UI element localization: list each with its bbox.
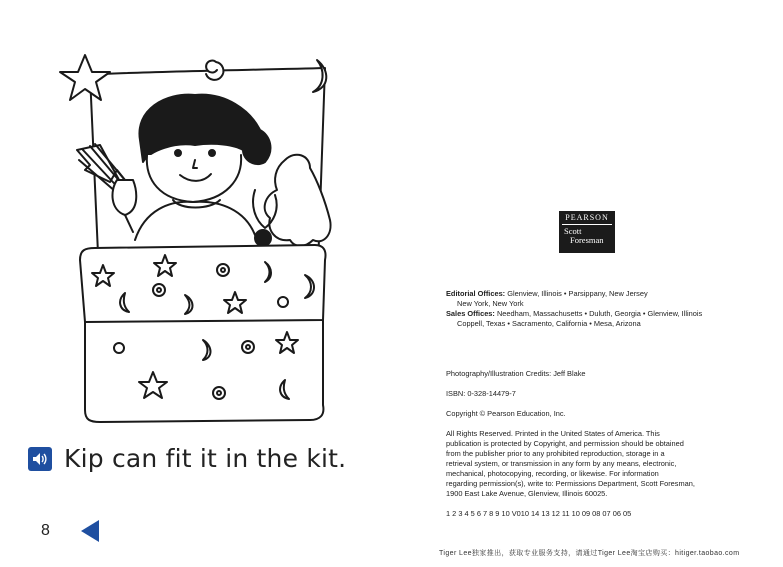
editorial-text: Glenview, Illinois • Parsippany, New Jersey (507, 289, 648, 298)
rights-3: from the publisher prior to any prohibited reproduction, storage in a (446, 449, 665, 458)
printing-line: 1 2 3 4 5 6 7 8 9 10 V010 14 13 12 11 10 09 08 07 06 05 (446, 509, 632, 518)
credits: Photography/Illustration Credits: Jeff Blake (446, 369, 586, 378)
rights-6: regarding permission(s), write to: Permissions Department, Scott Foresman, (446, 479, 695, 488)
story-caption: Kip can fit it in the kit. (64, 444, 347, 473)
logo-pearson: PEARSON (565, 213, 609, 222)
sales-label: Sales Offices: (446, 309, 495, 318)
sales-text-2: Coppell, Texas • Sacramento, California • Mesa, Arizona (457, 319, 641, 328)
pearson-scott-foresman-logo (559, 211, 615, 253)
illustration (55, 50, 345, 435)
editorial-text-2: New York, New York (457, 299, 524, 308)
rights-2: publication is protected by Copyright, and permission should be obtained (446, 439, 684, 448)
audio-button[interactable] (28, 447, 52, 471)
rights-4: retrieval system, or transmission in any form by any means, electronic, (446, 459, 677, 468)
editorial-offices (446, 289, 746, 299)
caption-row (28, 444, 346, 473)
blanket (80, 245, 326, 322)
copyright-line: Copyright © Pearson Education, Inc. (446, 409, 566, 418)
page-number: 8 (41, 522, 50, 539)
swirl-icon (206, 61, 223, 80)
rights-5: mechanical, photocopying, recording, or likewise. For information (446, 469, 659, 478)
logo-rule (562, 224, 612, 225)
editorial-label: Editorial Offices: (446, 289, 506, 298)
logo-foresman: Foresman (570, 235, 604, 245)
footer-note: Tiger Lee独家推出，获取专业服务支持，请通过Tiger Lee淘宝店购买：hitiger.taobao.com (439, 550, 740, 557)
sales-text: Needham, Massachusetts • Duluth, Georgia • Glenview, Illinois (496, 309, 703, 318)
copyright-block (446, 289, 746, 519)
left-triangle-arrow-icon[interactable] (79, 519, 101, 543)
sales-offices (446, 309, 746, 319)
rights-1: All Rights Reserved. Printed in the United States of America. This (446, 429, 660, 438)
isbn: ISBN: 0-328-14479-7 (446, 389, 516, 398)
logo-scott: Scott (564, 226, 582, 236)
rights-7: 1900 East Lake Avenue, Glenview, Illinois 60025. (446, 489, 608, 498)
speaker-icon (32, 452, 48, 466)
star-icon (60, 55, 110, 100)
